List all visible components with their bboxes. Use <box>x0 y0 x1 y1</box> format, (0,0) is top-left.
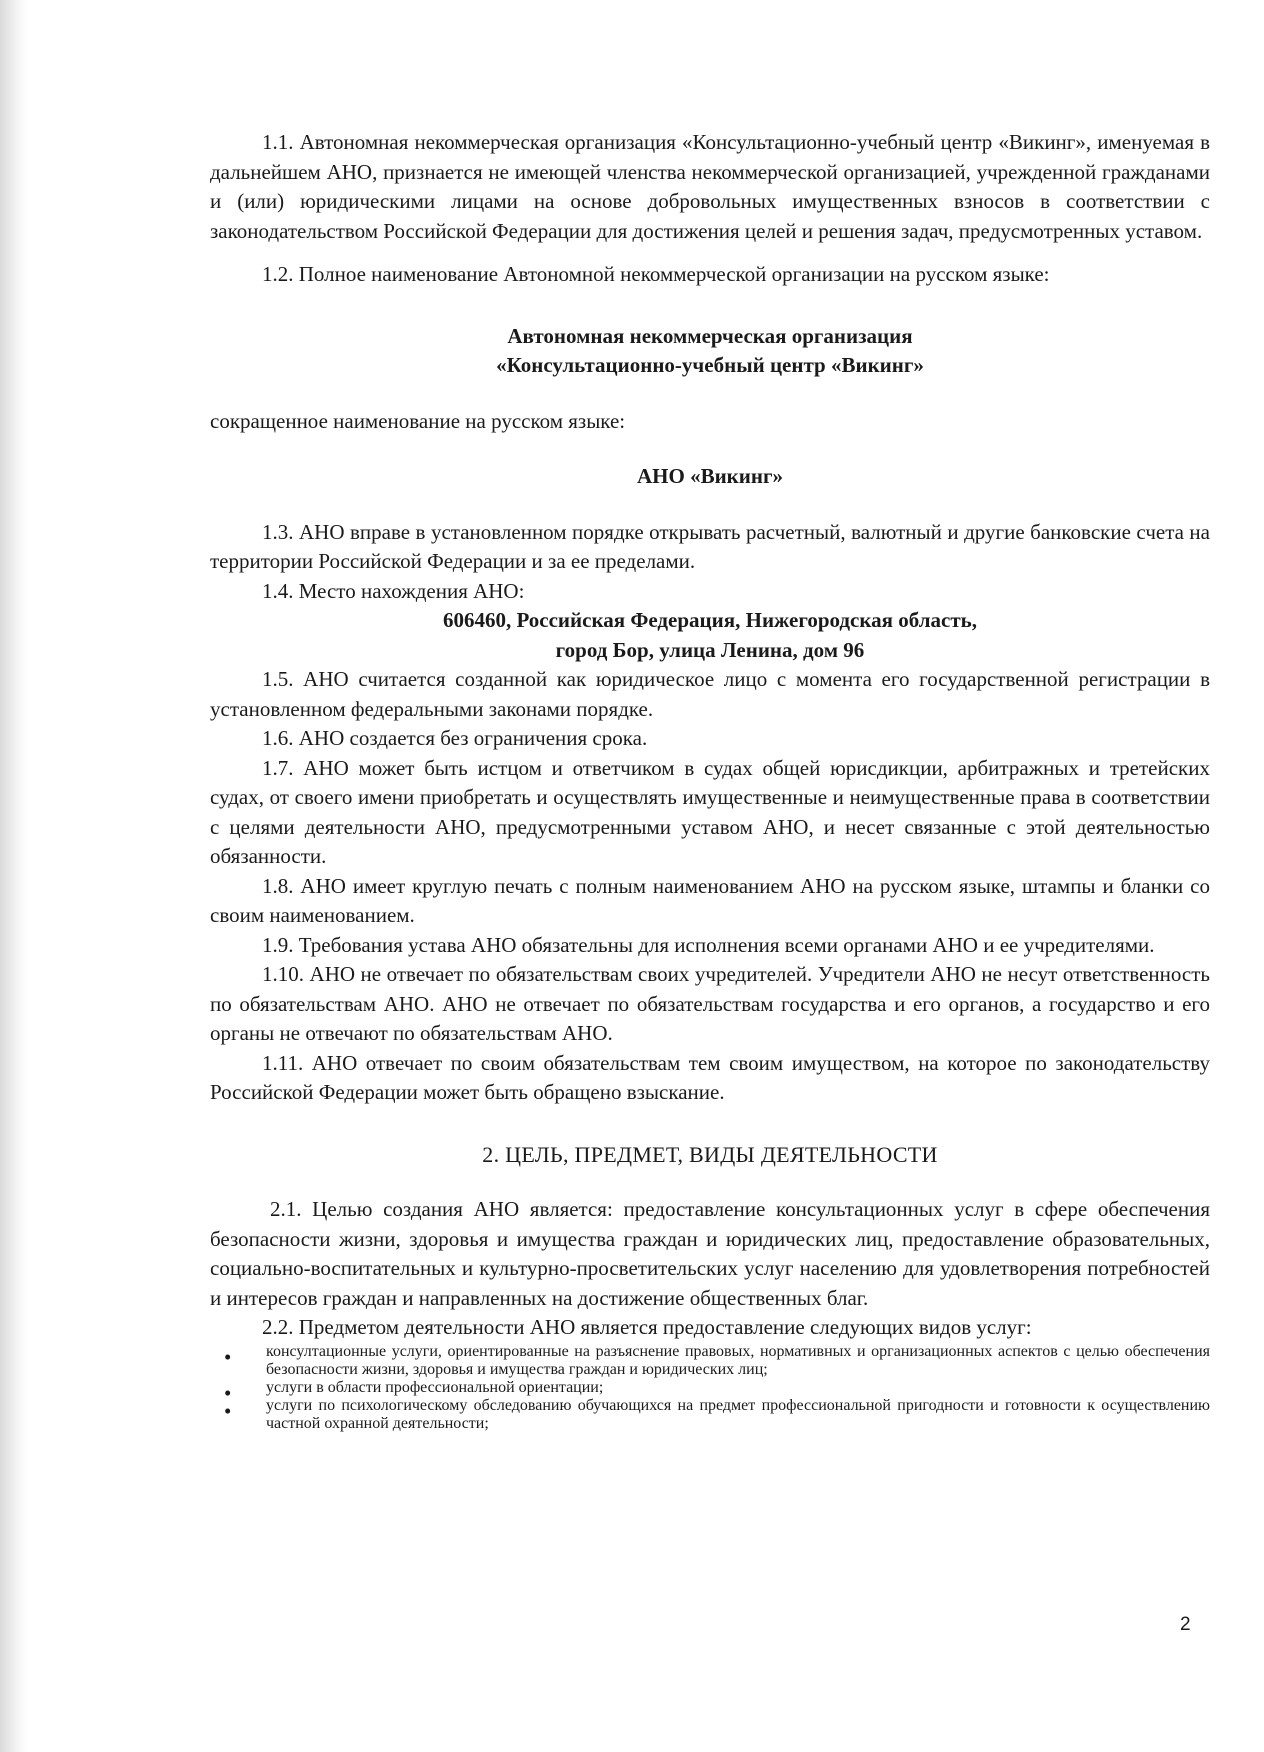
short-name-intro: сокращенное наименование на русском языке: <box>210 408 626 433</box>
list-item-text: услуги в области профессиональной ориентации; <box>266 1378 604 1396</box>
short-name: АНО «Викинг» <box>636 464 784 488</box>
scan-edge-shadow <box>0 0 28 1752</box>
bullet-icon: • <box>224 1380 232 1405</box>
paragraph-1-7: 1.7. АНО может быть истцом и ответчиком в судах общей юрисдикции, арбитражных и третейских судах, от своего имени приобретать и осуществлять имущественные и неимущественные права в соответствии с целями деятельности АНО, предусмотренными уставом АНО, и несет связанные с этой деятельностью обязанности. <box>210 755 1210 868</box>
paragraph-1-5: 1.5. АНО считается созданной как юридическое лицо с момента его государственной регистрации в установленном федеральными законами порядке. <box>210 667 1210 721</box>
page-number: 2 <box>1180 1614 1191 1635</box>
list-item <box>210 1397 1210 1433</box>
paragraph-2-1: 2.1. Целью создания АНО является: предоставление консультационных услуг в сфере обеспечения безопасности жизни, здоровья и имущества граждан и юридических лиц, предоставление образовательных, социально-воспитательных и культурно-просветительских услуг населению для удовлетворения потребностей и интересов граждан и направленных на достижение общественных благ. <box>210 1197 1210 1310</box>
paragraph-1-4: 1.4. Место нахождения АНО: <box>262 578 525 603</box>
paragraph-1-6: 1.6. АНО создается без ограничения срока. <box>262 726 648 750</box>
paragraph-1-1: 1.1. Автономная некоммерческая организация «Консультационно-учебный центр «Викинг», именуемая в дальнейшем АНО, признается не имеющей членства некоммерческой организацией, учрежденной гражданами и (или) юридическими лицами на основе добровольных имущественных взносов в соответствии с законодательством Российской Федерации для достижения целей и решения задач, предусмотренных уставом. <box>210 130 1210 243</box>
full-name-line-1: Автономная некоммерческая организация <box>507 323 913 348</box>
paragraph-1-10: 1.10. АНО не отвечает по обязательствам своих учредителей. Учредители АНО не несут ответственность по обязательствам АНО. АНО не отвечает по обязательствам государства и его органов, а государство и его органы не отвечают по обязательствам АНО. <box>210 962 1210 1045</box>
list-item <box>210 1378 1210 1405</box>
paragraph-1-11: 1.11. АНО отвечает по своим обязательствам тем своим имуществом, на которое по законодательству Российской Федерации может быть обращено взыскание. <box>210 1050 1210 1104</box>
list-item-text: консултационные услуги, ориентированные на разъяснение правовых, нормативных и организационных аспектов с целью обеспечения безопасности жизни, здоровья и имущества граждан и юридических лиц; <box>266 1342 1210 1378</box>
full-name-line-2: «Консультационно-учебный центр «Викинг» <box>496 353 924 377</box>
address-line-1: 606460, Российская Федерация, Нижегородская область, <box>442 608 977 632</box>
section-2-title: 2. ЦЕЛЬ, ПРЕДМЕТ, ВИДЫ ДЕЯТЕЛЬНОСТИ <box>482 1141 938 1167</box>
list-item-text: услуги по психологическому обследованию обучающихся на предмет профессиональной пригодности и готовности к осуществлению частной охранной деятельности; <box>266 1396 1210 1432</box>
bullet-icon: • <box>224 1344 232 1369</box>
paragraph-1-8: 1.8. АНО имеет круглую печать с полным наименованием АНО на русском языке, штампы и бланки со своим наименованием. <box>210 873 1210 927</box>
bullet-icon: • <box>224 1398 232 1423</box>
address-line-2: город Бор, улица Ленина, дом 96 <box>555 637 865 662</box>
paragraph-1-3: 1.3. АНО вправе в установленном порядке открывать расчетный, валютный и другие банковские счета на территории Российской Федерации и за ее пределами. <box>210 519 1210 573</box>
services-list <box>210 1343 1210 1433</box>
paragraph-1-9: 1.9. Требования устава АНО обязательны для исполнения всеми органами АНО и ее учредителями. <box>262 932 1155 957</box>
document-body <box>210 128 1210 1433</box>
paragraph-1-2: 1.2. Полное наименование Автономной некоммерческой организации на русском языке: <box>262 262 1050 286</box>
paragraph-2-2: 2.2. Предметом деятельности АНО является предоставление следующих видов услуг: <box>262 1315 1032 1339</box>
list-item <box>210 1343 1210 1379</box>
